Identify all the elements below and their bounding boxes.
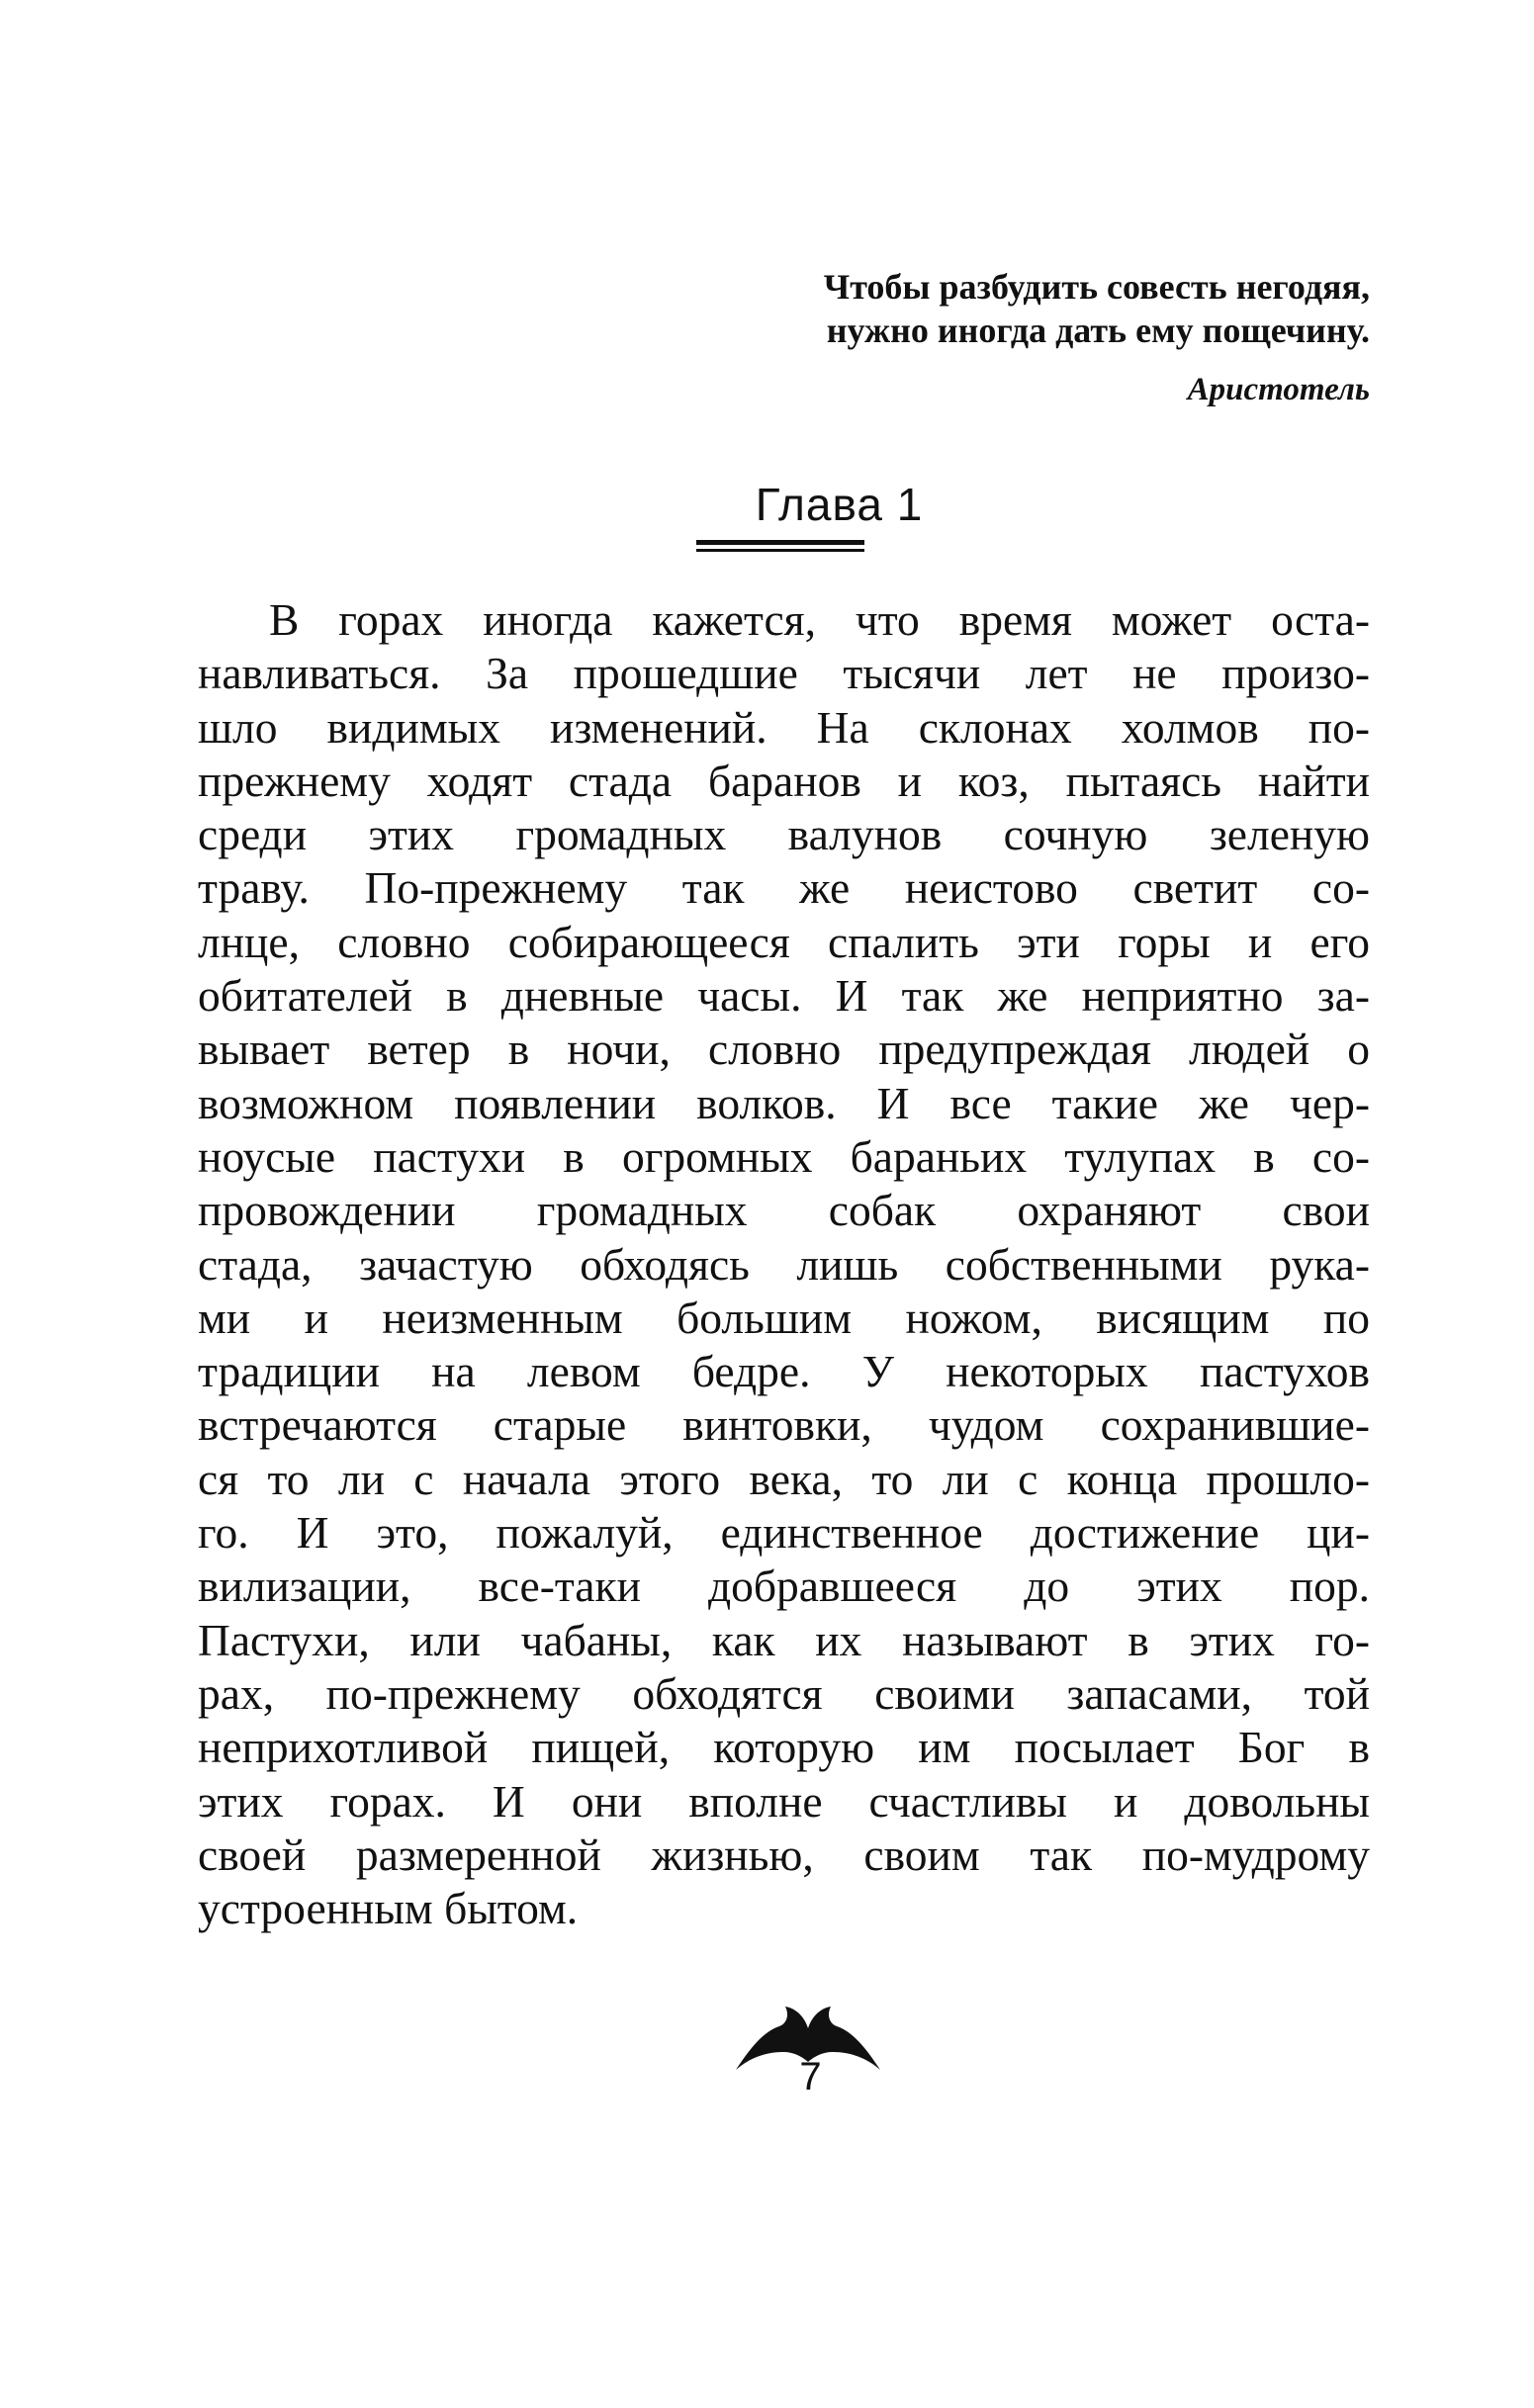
epigraph-line: Чтобы разбудить совесть негодяя,	[823, 267, 1370, 307]
text-line: возможном появлении волков. И все такие же чер-	[198, 1077, 1370, 1128]
rule-line-thick	[696, 540, 864, 545]
rule-line-thin	[696, 549, 864, 552]
text-line: обитателей в дневные часы. И так же неприятно за-	[198, 970, 1370, 1022]
text-line: вилизации, все-таки добравшееся до этих пор.	[198, 1561, 1370, 1612]
text-line: го. И это, пожалуй, единственное достижение ци-	[198, 1507, 1370, 1559]
text-line: своей размеренной жизнью, своим так по-мудрому	[198, 1828, 1370, 1880]
chapter-body-paragraph	[198, 593, 1370, 1935]
text-line: стада, зачастую обходясь лишь собственными рука-	[198, 1238, 1370, 1290]
page-number	[0, 2052, 1534, 2101]
text-line: традиции на левом бедре. У некоторых пастухов	[198, 1346, 1370, 1397]
text-line: траву. По-прежнему так же неистово светит со-	[198, 862, 1370, 914]
page-number-text: 7	[799, 2055, 822, 2098]
text-line: вывает ветер в ночи, словно предупреждая людей о	[198, 1024, 1370, 1075]
chapter-heading	[0, 477, 1534, 532]
chapter-title: Глава 1	[755, 479, 924, 530]
text-line: встречаются старые винтовки, чудом сохранившие-	[198, 1399, 1370, 1451]
text-line: провождении громадных собак охраняют свои	[198, 1185, 1370, 1236]
epigraph-line: нужно иногда дать ему пощечину.	[826, 311, 1370, 350]
text-line: ноусые пастухи в огромных бараньих тулупах в со-	[198, 1130, 1370, 1182]
text-line: ся то ли с начала этого века, то ли с конца прошло-	[198, 1453, 1370, 1504]
text-line: ми и неизменным большим ножом, висящим по	[198, 1292, 1370, 1343]
text-line: Пастухи, или чабаны, как их называют в этих го-	[198, 1614, 1370, 1665]
epigraph-author: Аристотель	[1187, 372, 1370, 407]
chapter-double-rule	[696, 540, 864, 554]
text-line: неприхотливой пищей, которую им посылает Бог в	[198, 1722, 1370, 1773]
text-line: среди этих громадных валунов сочную зеленую	[198, 809, 1370, 860]
text-line: этих горах. И они вполне счастливы и довольны	[198, 1775, 1370, 1827]
text-line: В горах иногда кажется, что время может оста-	[269, 594, 1370, 645]
text-line: устроенным бытом.	[198, 1883, 579, 1934]
text-line: шло видимых изменений. На склонах холмов по-	[198, 701, 1370, 753]
text-line: рах, по-прежнему обходятся своими запасами, той	[198, 1667, 1370, 1719]
text-line: навливаться. За прошедшие тысячи лет не произо-	[198, 648, 1370, 699]
text-line: лнце, словно собирающееся спалить эти горы и его	[198, 916, 1370, 967]
epigraph	[495, 265, 1370, 409]
text-line: прежнему ходят стада баранов и коз, пытаясь найти	[198, 755, 1370, 806]
